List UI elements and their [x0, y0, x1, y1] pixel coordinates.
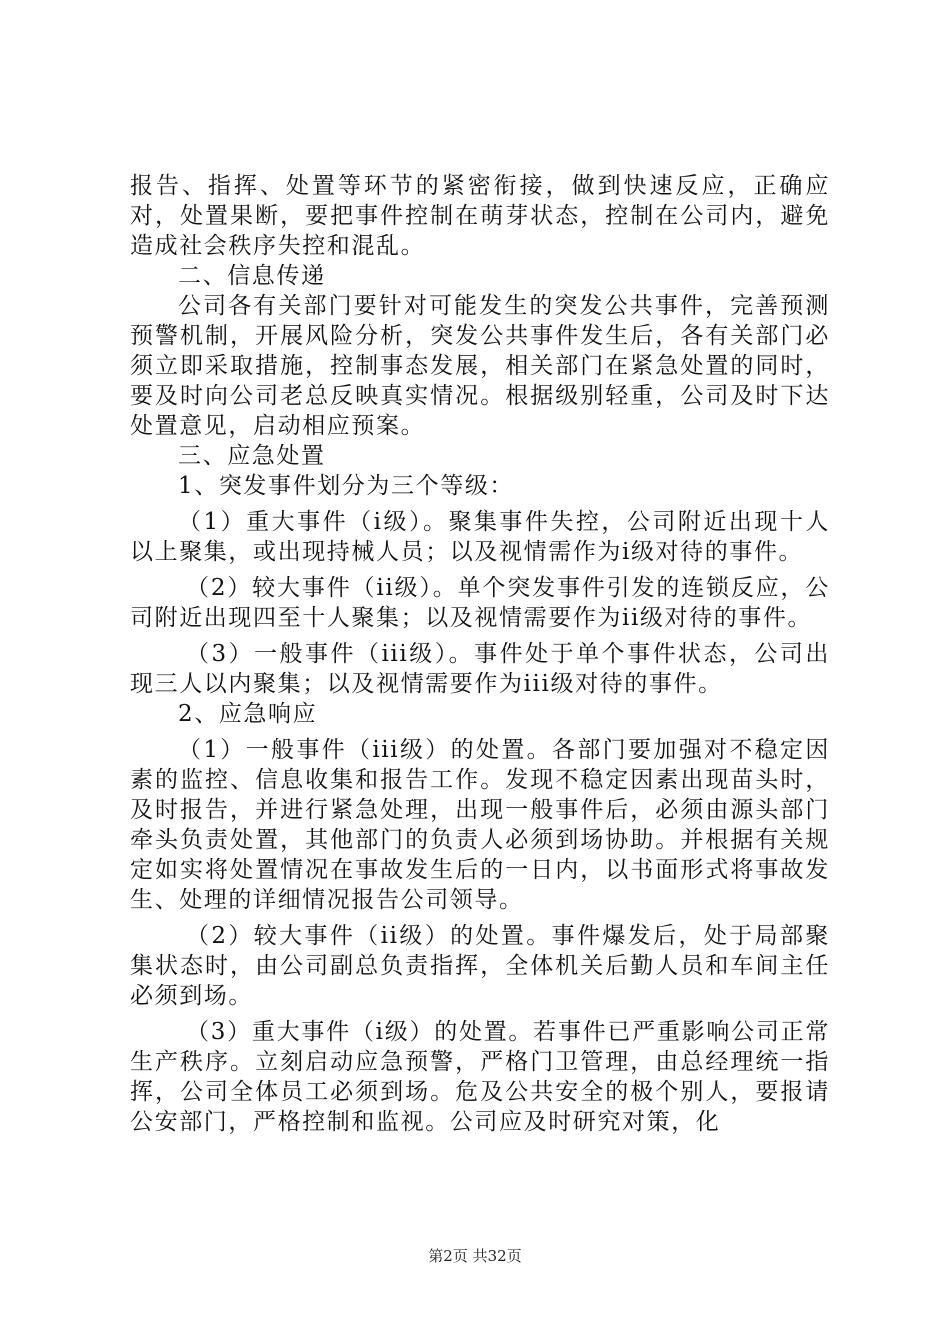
- subheading-emergency-response: 2、应急响应: [178, 701, 318, 727]
- paragraph-continuation: 报告、指挥、处置等环节的紧密衔接，做到快速反应，正确应对，处置果断，要把事件控制在萌芽状态，控制在公司内，避免造成社会秩序失控和混乱。: [130, 173, 830, 259]
- heading-info-transfer: 二、信息传递: [178, 263, 326, 289]
- document-body: [130, 171, 830, 1137]
- paragraph-level-general: （3）一般事件（iii级）。事件处于单个事件状态，公司出现三人以内聚集；以及视情需要作为iii级对待的事件。: [130, 641, 830, 697]
- paragraph-level-major: （1）重大事件（i级）。聚集事件失控，公司附近出现十人以上聚集，或出现持械人员；以及视情需作为i级对待的事件。: [130, 509, 830, 565]
- heading-emergency-handling: 三、应急处置: [178, 443, 326, 469]
- page-footer: 第2页 共32页: [428, 1247, 522, 1265]
- paragraph-response-major: （3）重大事件（i级）的处置。若事件已严重影响公司正常生产秩序。立刻启动应急预警，严格门卫管理，由总经理统一指挥，公司全体员工必须到场。危及公共安全的极个别人，要报请公安部门，严格控制和监视。公司应及时研究对策，化: [130, 1019, 830, 1135]
- paragraph-level-large: （2）较大事件（ii级）。单个突发事件引发的连锁反应，公司附近出现四至十人聚集；以及视情需要作为ii级对待的事件。: [130, 575, 830, 631]
- subheading-event-levels: 1、突发事件划分为三个等级：: [178, 473, 515, 499]
- paragraph-info-transfer: 公司各有关部门要针对可能发生的突发公共事件，完善预测预警机制，开展风险分析，突发公共事件发生后，各有关部门必须立即采取措施，控制事态发展，相关部门在紧急处置的同时，要及时向公司老总反映真实情况。根据级别轻重，公司及时下达处置意见，启动相应预案。: [130, 293, 830, 439]
- paragraph-response-general: （1）一般事件（iii级）的处置。各部门要加强对不稳定因素的监控、信息收集和报告工作。发现不稳定因素出现苗头时，及时报告，并进行紧急处理，出现一般事件后，必须由源头部门牵头负责处置，其他部门的负责人必须到场协助。并根据有关规定如实将处置情况在事故发生后的一日内，以书面形式将事故发生、处理的详细情况报告公司领导。: [130, 737, 830, 913]
- paragraph-response-large: （2）较大事件（ii级）的处置。事件爆发后，处于局部聚集状态时，由公司副总负责指挥，全体机关后勤人员和车间主任必须到场。: [130, 923, 830, 1009]
